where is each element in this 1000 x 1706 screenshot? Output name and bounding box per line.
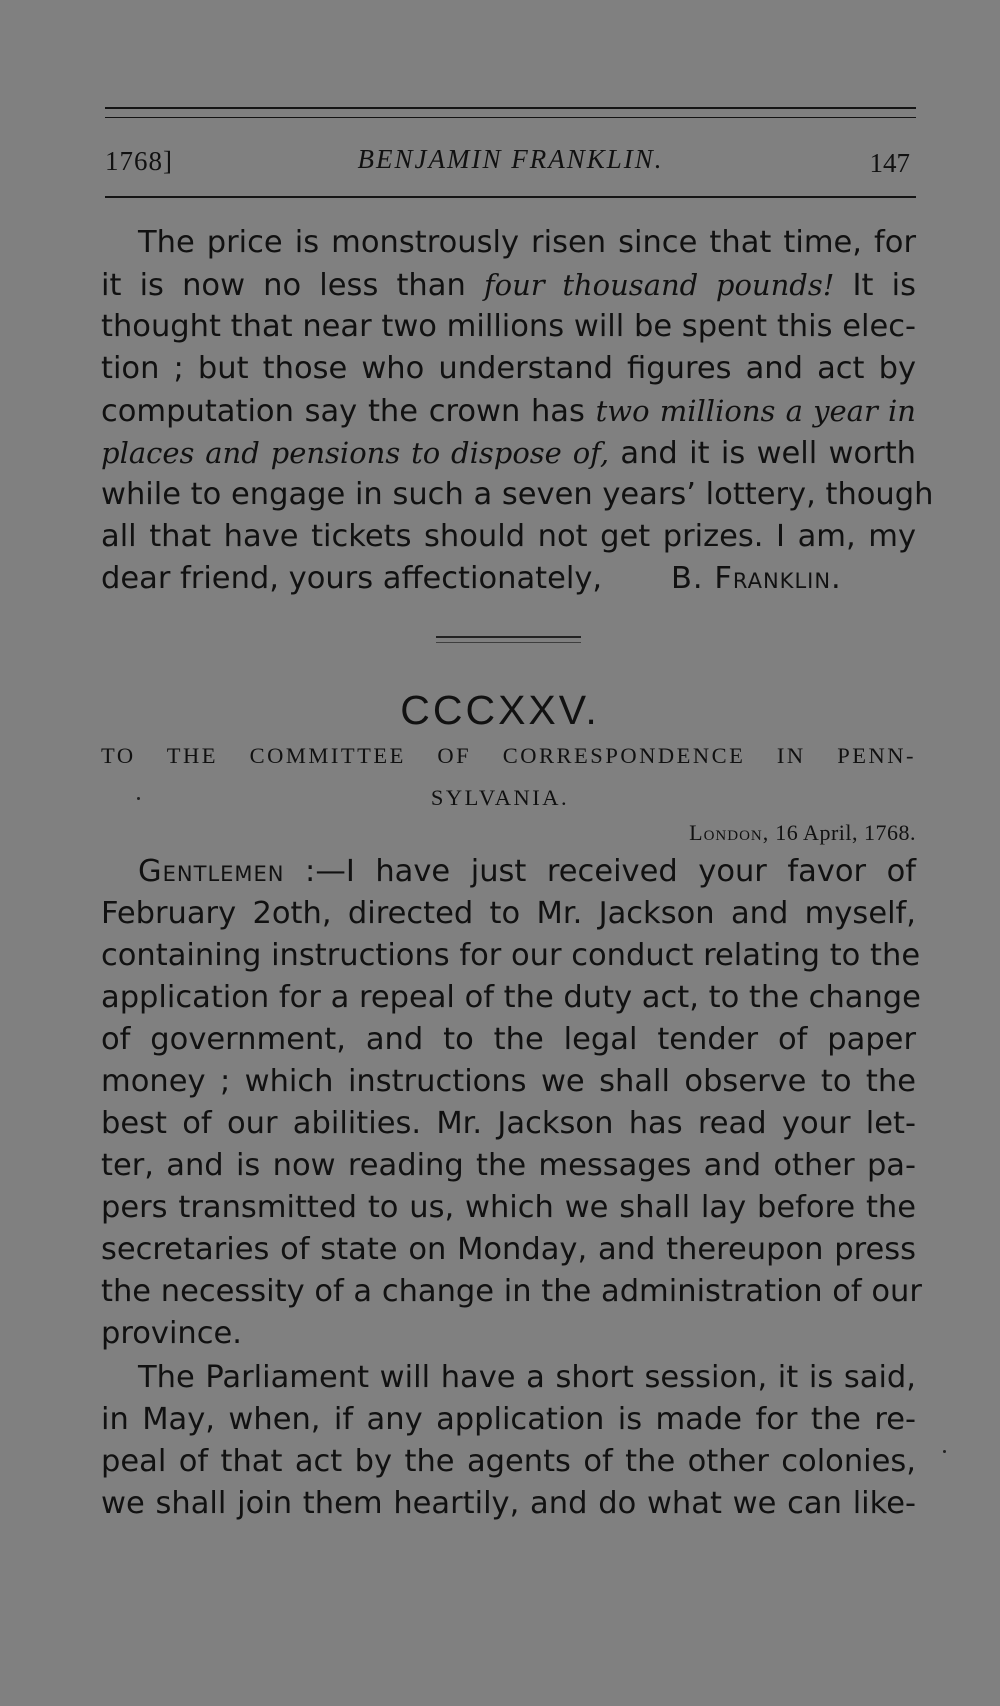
text-line: secretaries of state on Monday, and thereupon press: [101, 1232, 916, 1267]
top-rule-thin: [105, 117, 916, 118]
italic-text: four thousand pounds!: [483, 268, 835, 302]
text-line: The price is monstrously risen since that time, for: [138, 225, 916, 260]
text-line: the necessity of a change in the administration of our: [101, 1274, 922, 1309]
text-line: province.: [101, 1316, 242, 1351]
text-line: in May, when, if any application is made for the re-: [101, 1402, 916, 1437]
letter-number: CCCXXV.: [400, 687, 600, 733]
text-line: application for a repeal of the duty act, to the change: [101, 980, 921, 1015]
text-line: peal of that act by the agents of the other colonies,: [101, 1444, 916, 1479]
text-line: The Parliament will have a short session, it is said,: [138, 1360, 916, 1395]
text-line: February 2oth, directed to Mr. Jackson and myself,: [101, 896, 916, 931]
text-line: it is now no less than four thousand pounds! It is: [101, 268, 916, 303]
page-number: 147: [869, 148, 910, 178]
text-line: tion ; but those who understand figures and act by: [101, 351, 916, 386]
text-line: Gentlemen :—I have just received your favor of: [138, 854, 916, 889]
text-line: computation say the crown has two millions a year in: [101, 394, 916, 429]
text-line: of government, and to the legal tender of paper: [101, 1022, 916, 1057]
stray-mark: [943, 1450, 946, 1453]
dateline-place: London,: [689, 820, 770, 845]
section-ornament: [436, 636, 581, 648]
running-head-title: BENJAMIN FRANKLIN.: [357, 144, 664, 174]
italic-text: two millions a year in: [595, 394, 916, 428]
text-line: ter, and is now reading the messages and other pa-: [101, 1148, 916, 1183]
text-line: containing instructions for our conduct relating to the: [101, 938, 921, 973]
dateline: [689, 820, 916, 846]
text-line: pers transmitted to us, which we shall lay before the: [101, 1190, 916, 1225]
address-line: SYLVANIA.: [430, 785, 570, 810]
italic-text: places and pensions to dispose of,: [101, 436, 610, 470]
text-line: while to engage in such a seven years’ lottery, though: [101, 477, 934, 512]
text-line: best of our abilities. Mr. Jackson has read your let-: [101, 1106, 916, 1141]
header-rule: [105, 196, 916, 198]
text-line: all that have tickets should not get prizes. I am, my: [101, 519, 916, 554]
text-line: places and pensions to dispose of, and it is well worth: [101, 436, 916, 471]
dateline-date: 16 April, 1768.: [775, 820, 916, 845]
running-head-year: 1768]: [105, 146, 173, 176]
running-head: [105, 140, 916, 180]
text-line: we shall join them heartily, and do what we can like-: [101, 1486, 916, 1521]
signature: B. Franklin.: [671, 561, 842, 596]
address-line: TO THE COMMITTEE OF CORRESPONDENCE IN PENN-: [101, 743, 916, 768]
salutation: Gentlemen: [138, 854, 285, 889]
text-line: dear friend, yours affectionately, B. Franklin.: [101, 558, 916, 600]
top-rule: [105, 107, 916, 109]
text-line: thought that near two millions will be spent this elec-: [101, 309, 916, 344]
text-line: money ; which instructions we shall observe to the: [101, 1064, 916, 1099]
